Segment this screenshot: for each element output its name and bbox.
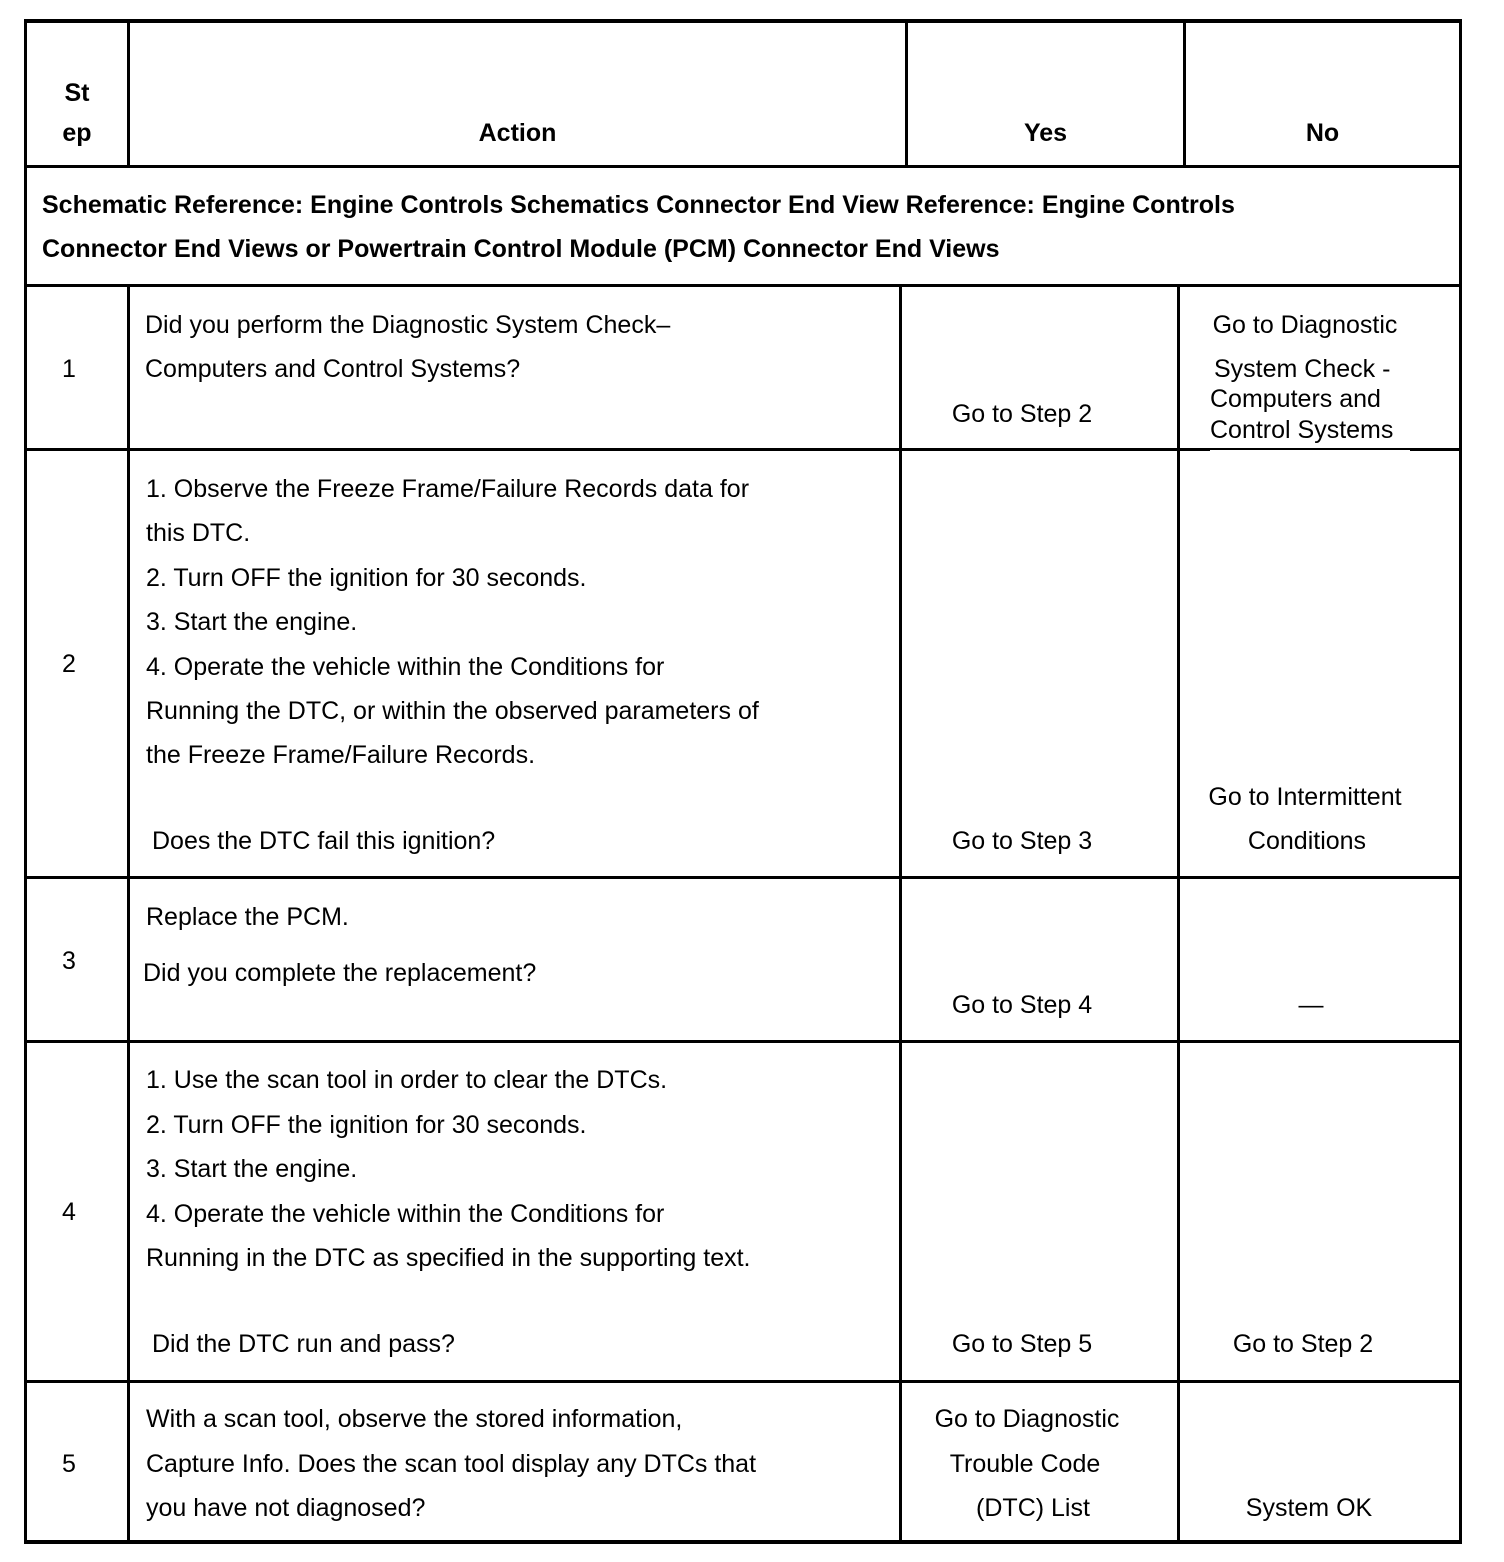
action-line: Replace the PCM. (146, 903, 349, 931)
action-line: 3. Start the engine. (146, 1155, 358, 1183)
action-line: 1. Use the scan tool in order to clear the DTCs. (146, 1066, 668, 1094)
no-dash: — (1298, 991, 1324, 1019)
no-link-line[interactable]: Go to Diagnostic (1212, 311, 1398, 339)
row-divider (24, 165, 1462, 168)
action-line: 2. Turn OFF the ignition for 30 seconds. (146, 564, 587, 592)
header-no: No (1305, 119, 1340, 147)
table-border-left (24, 19, 27, 1544)
action-line: 3. Start the engine. (146, 608, 358, 636)
action-line: Did you perform the Diagnostic System Check– (145, 311, 671, 339)
reference-line-1: Schematic Reference: Engine Controls Schematics Connector End View Reference: Engine Controls (42, 191, 1235, 219)
table-border-top (24, 19, 1462, 23)
yes-link[interactable]: Go to Step 2 (951, 400, 1093, 428)
action-question: Did the DTC run and pass? (152, 1330, 455, 1358)
yes-link-line[interactable]: Trouble Code (949, 1450, 1101, 1478)
no-link-line[interactable]: Go to Intermittent (1208, 783, 1402, 811)
action-question: Does the DTC fail this ignition? (152, 827, 496, 855)
row-divider (24, 448, 1210, 451)
row-divider (24, 1040, 1462, 1043)
column-divider (127, 284, 130, 1544)
header-step-line1: St (64, 79, 90, 107)
yes-link[interactable]: Go to Step 5 (951, 1330, 1093, 1358)
no-link-line[interactable]: Control Systems (1210, 416, 1394, 444)
step-number: 3 (62, 947, 76, 975)
action-line: this DTC. (146, 519, 251, 547)
action-line: Running the DTC, or within the observed parameters of (146, 697, 759, 725)
action-line: With a scan tool, observe the stored information, (146, 1405, 683, 1433)
step-number: 2 (62, 650, 76, 678)
no-link-line[interactable]: System Check - (1214, 355, 1391, 383)
action-line: 2. Turn OFF the ignition for 30 seconds. (146, 1111, 587, 1139)
table-border-bottom (24, 1540, 1462, 1544)
step-number: 1 (62, 355, 76, 383)
row-divider (24, 876, 1462, 879)
action-line: 4. Operate the vehicle within the Conditions for (146, 653, 665, 681)
no-link-line[interactable]: Computers and (1210, 385, 1381, 413)
step-number: 4 (62, 1198, 76, 1226)
no-link-line[interactable]: Conditions (1247, 827, 1367, 855)
yes-link-line[interactable]: (DTC) List (976, 1494, 1090, 1522)
action-line: Did you complete the replacement? (143, 959, 537, 987)
action-line: Running in the DTC as specified in the supporting text. (146, 1244, 751, 1272)
header-action: Action (478, 119, 557, 147)
reference-line-2: Connector End Views or Powertrain Control Module (PCM) Connector End Views (42, 235, 1000, 263)
action-line: you have not diagnosed? (146, 1494, 426, 1522)
row-divider (1410, 448, 1462, 451)
step-number: 5 (62, 1450, 76, 1478)
header-step-line2: ep (62, 119, 92, 147)
action-line: 1. Observe the Freeze Frame/Failure Records data for (146, 475, 750, 503)
row-divider (24, 284, 1462, 287)
no-link[interactable]: System OK (1245, 1494, 1373, 1522)
no-link[interactable]: Go to Step 2 (1232, 1330, 1374, 1358)
action-line: the Freeze Frame/Failure Records. (146, 741, 536, 769)
action-line: 4. Operate the vehicle within the Conditions for (146, 1200, 665, 1228)
table-border-right (1459, 19, 1462, 1544)
yes-link-line[interactable]: Go to Diagnostic (934, 1405, 1120, 1433)
yes-link[interactable]: Go to Step 3 (951, 827, 1093, 855)
action-line: Computers and Control Systems? (145, 355, 521, 383)
header-yes: Yes (1023, 119, 1068, 147)
link-underline (1210, 448, 1410, 450)
row-divider (24, 1380, 1462, 1383)
yes-link[interactable]: Go to Step 4 (951, 991, 1093, 1019)
action-line: Capture Info. Does the scan tool display any DTCs that (146, 1450, 757, 1478)
